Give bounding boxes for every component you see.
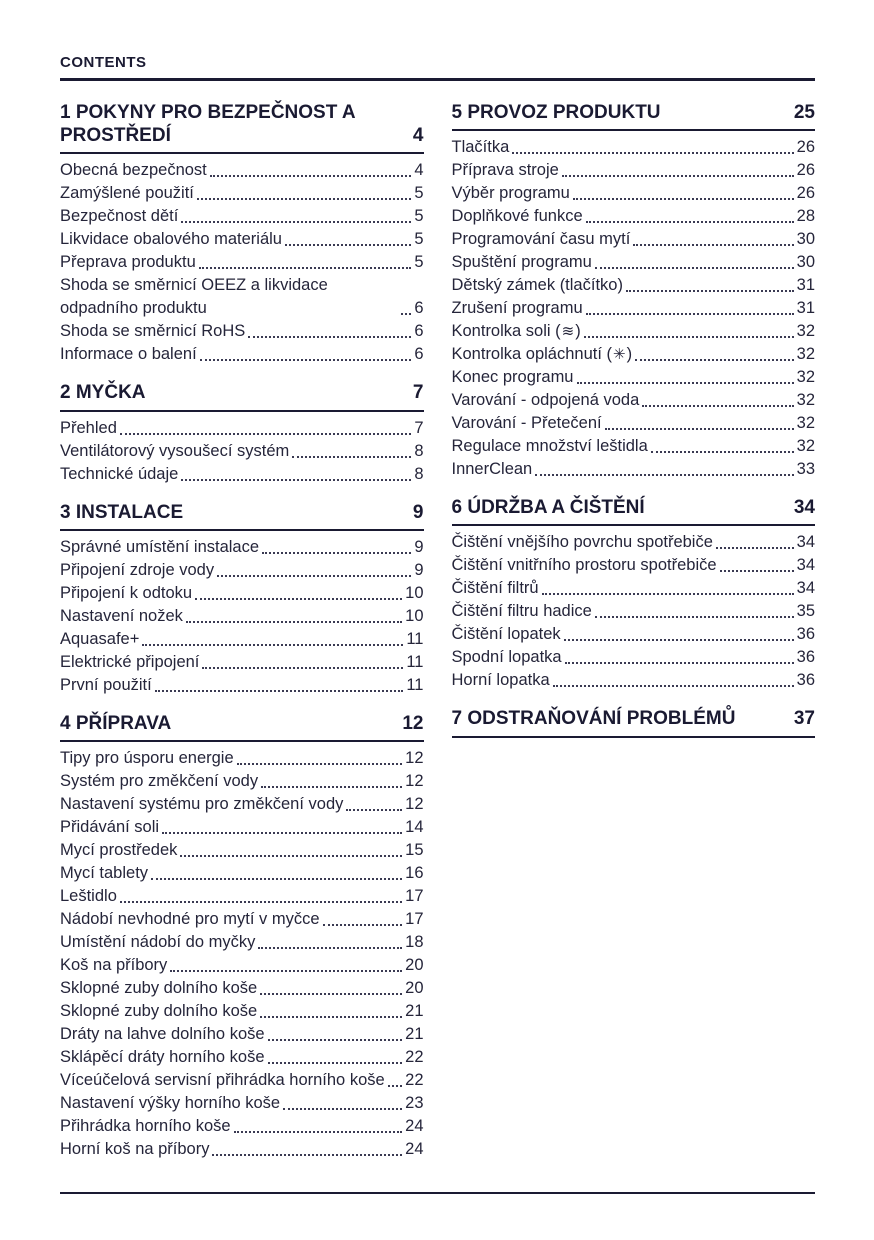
toc-entry (452, 646, 816, 669)
dot-leader (586, 221, 794, 223)
toc-entry (452, 136, 816, 159)
rinse-aid-indicator-icon: ✳ (613, 346, 626, 364)
entry-title: Informace o balení (60, 345, 197, 364)
dot-leader (180, 855, 402, 857)
dot-leader (181, 221, 411, 223)
entry-title: Doplňkové funkce (451, 207, 583, 226)
entry-title: Ventilátorový vysoušecí systém (60, 441, 290, 460)
dot-leader (181, 479, 411, 481)
toc-columns (60, 101, 815, 1176)
entry-page-number: 35 (796, 602, 815, 621)
entry-title: Zrušení programu (451, 299, 583, 318)
bottom-rule (60, 1192, 815, 1194)
toc-entry (60, 908, 424, 931)
entry-page-number: 26 (796, 138, 815, 157)
toc-entry (60, 1092, 424, 1115)
entry-page-number: 5 (414, 184, 424, 203)
toc-entry (60, 954, 424, 977)
toc-entry (452, 297, 816, 320)
section-header (452, 101, 816, 131)
entry-page-number: 36 (796, 648, 815, 667)
entry-page-number: 5 (414, 230, 424, 249)
toc-entry (60, 793, 424, 816)
entry-page-number: 8 (414, 464, 424, 483)
toc-entry (452, 159, 816, 182)
dot-leader (323, 924, 403, 926)
toc-section-1 (60, 101, 424, 366)
dot-leader (651, 451, 794, 453)
entry-page-number: 34 (796, 579, 815, 598)
section-page-number: 9 (412, 501, 424, 523)
dot-leader (162, 832, 402, 834)
toc-entry (60, 463, 424, 486)
entry-page-number: 33 (796, 460, 815, 479)
entry-title: Mycí prostředek (60, 840, 178, 859)
toc-entry (60, 816, 424, 839)
entry-title: Mycí tablety (60, 863, 149, 882)
dot-leader (142, 644, 403, 646)
dot-leader (542, 593, 794, 595)
section-title: 2 MYČKA (60, 382, 146, 404)
dot-leader (199, 267, 412, 269)
entry-title: Dětský zámek (tlačítko) (451, 276, 623, 295)
dot-leader (258, 947, 402, 949)
entry-title: Přehled (60, 418, 117, 437)
entry-page-number: 6 (414, 345, 424, 364)
toc-entry (60, 582, 424, 605)
entry-title: Bezpečnost dětí (60, 207, 179, 226)
entry-page-number: 5 (414, 253, 424, 272)
dot-leader (202, 667, 403, 669)
toc-entry (452, 205, 816, 228)
toc-entry (60, 770, 424, 793)
entry-page-number: 9 (414, 537, 424, 556)
entry-page-number: 34 (796, 556, 815, 575)
dot-leader (151, 878, 402, 880)
toc-entry (60, 251, 424, 274)
toc-entry (452, 251, 816, 274)
entry-page-number: 24 (405, 1139, 424, 1158)
section-header (452, 707, 816, 737)
toc-entry (60, 1069, 424, 1092)
dot-leader (260, 1016, 402, 1018)
entry-page-number: 31 (796, 276, 815, 295)
dot-leader (260, 993, 402, 995)
toc-entries (60, 536, 424, 697)
toc-entry (60, 977, 424, 1000)
entry-page-number: 10 (405, 606, 424, 625)
entry-title: Nastavení systému pro změkčení vody (60, 794, 344, 813)
toc-entry (452, 274, 816, 297)
entry-page-number: 14 (405, 817, 424, 836)
dot-leader (553, 685, 794, 687)
entry-title: Kontrolka opláchnutí (✳) (452, 343, 633, 366)
entry-title: Tlačítka (451, 138, 510, 157)
entry-title: Horní koš na příbory (60, 1139, 210, 1158)
toc-entry (452, 228, 816, 251)
dot-leader (120, 433, 411, 435)
entry-page-number: 12 (405, 748, 424, 767)
entry-page-number: 4 (414, 161, 424, 180)
toc-entry (452, 412, 816, 435)
section-title: 4 PŘÍPRAVA (60, 712, 172, 734)
entry-title: Nastavení výšky horního koše (60, 1093, 281, 1112)
entry-title: Koš na příbory (60, 955, 168, 974)
dot-leader (186, 621, 402, 623)
entry-page-number: 11 (406, 675, 424, 694)
entry-title: Nádobí nevhodné pro mytí v myčce (60, 909, 320, 928)
section-header (60, 712, 424, 742)
section-header (60, 381, 424, 411)
toc-entry (452, 554, 816, 577)
dot-leader (626, 290, 794, 292)
entry-title: Správné umístění instalace (60, 537, 260, 556)
toc-entry (60, 651, 424, 674)
entry-page-number: 24 (405, 1116, 424, 1135)
entry-page-number: 7 (414, 418, 424, 437)
dot-leader (595, 616, 794, 618)
section-page-number: 12 (402, 712, 424, 734)
toc-entry (60, 1046, 424, 1069)
dot-leader (234, 1131, 403, 1133)
toc-entry (60, 885, 424, 908)
entry-title: Nastavení nožek (60, 606, 183, 625)
toc-entry (60, 605, 424, 628)
toc-entry (60, 862, 424, 885)
entry-page-number: 32 (796, 322, 815, 341)
section-page-number: 7 (412, 382, 424, 404)
dot-leader (633, 244, 793, 246)
toc-column-left (60, 101, 424, 1176)
entry-page-number: 8 (414, 441, 424, 460)
dot-leader (210, 175, 412, 177)
toc-column-right (452, 101, 816, 753)
entry-page-number: 20 (405, 955, 424, 974)
entry-title: InnerClean (451, 460, 533, 479)
dot-leader (586, 313, 794, 315)
entry-title: Konec programu (451, 368, 574, 387)
toc-entry (452, 623, 816, 646)
entry-title: Čištění vnějšího povrchu spotřebiče (451, 533, 713, 552)
entry-title: Čištění filtrů (451, 579, 539, 598)
dot-leader (283, 1108, 402, 1110)
entry-page-number: 32 (796, 437, 815, 456)
toc-entry (452, 343, 816, 366)
toc-entry (60, 1023, 424, 1046)
toc-entry (60, 536, 424, 559)
toc-section-7 (452, 707, 816, 737)
entry-title: Sklopné zuby dolního koše (60, 1001, 258, 1020)
toc-entry (60, 559, 424, 582)
entry-title: Víceúčelová servisní přihrádka horního koše (60, 1070, 385, 1089)
salt-indicator-icon: ≋ (561, 323, 575, 341)
dot-leader (565, 662, 794, 664)
toc-entries (452, 531, 816, 692)
section-header (60, 501, 424, 531)
toc-entries (60, 159, 424, 366)
toc-entry (452, 669, 816, 692)
entry-page-number: 9 (414, 560, 424, 579)
dot-leader (197, 198, 411, 200)
entry-title: Čištění lopatek (451, 625, 561, 644)
toc-entries (60, 417, 424, 486)
entry-page-number: 26 (796, 161, 815, 180)
entry-page-number: 34 (796, 533, 815, 552)
dot-leader (292, 456, 411, 458)
entry-title: Horní lopatka (451, 671, 550, 690)
entry-title: Spodní lopatka (451, 648, 562, 667)
entry-page-number: 12 (405, 794, 424, 813)
entry-page-number: 32 (796, 391, 815, 410)
section-title: 6 ÚDRŽBA A ČIŠTĚNÍ (451, 497, 645, 519)
toc-entries (452, 136, 816, 481)
dot-leader (595, 267, 794, 269)
toc-entry (60, 839, 424, 862)
entry-title: Obecná bezpečnost (60, 161, 207, 180)
dot-leader (237, 763, 402, 765)
entry-page-number: 28 (796, 207, 815, 226)
entry-page-number: 6 (414, 299, 424, 318)
toc-entry (60, 274, 424, 320)
toc-section-4 (60, 712, 424, 1161)
toc-entry (60, 159, 424, 182)
entry-title: Tipy pro úsporu energie (60, 748, 234, 767)
entry-page-number: 36 (796, 625, 815, 644)
entry-page-number: 21 (405, 1001, 424, 1020)
entry-page-number: 10 (405, 583, 424, 602)
entry-title: Zamýšlené použití (60, 184, 194, 203)
entry-title: Připojení k odtoku (60, 583, 193, 602)
dot-leader (261, 786, 402, 788)
entry-page-number: 11 (406, 629, 424, 648)
entry-title: Programování času mytí (451, 230, 631, 249)
section-header (452, 496, 816, 526)
section-page-number: 34 (793, 497, 815, 519)
entry-page-number: 32 (796, 368, 815, 387)
entry-page-number: 6 (414, 322, 424, 341)
section-title: 1 POKYNY PRO BEZPEČNOST A PROSTŘEDÍ (60, 102, 355, 147)
toc-entry (60, 320, 424, 343)
toc-entry (60, 1115, 424, 1138)
entry-page-number: 30 (796, 253, 815, 272)
dot-leader (584, 336, 794, 338)
section-page-number: 4 (412, 125, 424, 147)
entry-page-number: 32 (796, 345, 815, 364)
entry-page-number: 21 (405, 1024, 424, 1043)
entry-page-number: 30 (796, 230, 815, 249)
dot-leader (268, 1062, 403, 1064)
entry-page-number: 32 (796, 414, 815, 433)
entry-title: Elektrické připojení (60, 652, 200, 671)
toc-section-6 (452, 496, 816, 692)
entry-title: Varování - Přetečení (451, 414, 602, 433)
toc-entry (452, 458, 816, 481)
dot-leader (195, 598, 402, 600)
entry-title: Výběr programu (451, 184, 570, 203)
toc-entry (452, 577, 816, 600)
entry-title: Připojení zdroje vody (60, 560, 215, 579)
entry-title: Sklápěcí dráty horního koše (60, 1047, 265, 1066)
dot-leader (170, 970, 402, 972)
entry-title: Přeprava produktu (60, 253, 196, 272)
dot-leader (346, 809, 402, 811)
entry-title: První použití (60, 675, 152, 694)
section-title: 7 ODSTRAŇOVÁNÍ PROBLÉMŮ (451, 708, 736, 730)
entry-page-number: 23 (405, 1093, 424, 1112)
dot-leader (577, 382, 794, 384)
toc-entry (60, 628, 424, 651)
dot-leader (562, 175, 794, 177)
toc-entry (452, 182, 816, 205)
toc-entry (60, 440, 424, 463)
entry-title: Umístění nádobí do myčky (60, 932, 256, 951)
dot-leader (716, 547, 794, 549)
section-header (60, 101, 424, 154)
dot-leader (212, 1154, 402, 1156)
entry-page-number: 11 (406, 652, 424, 671)
toc-section-3 (60, 501, 424, 697)
entry-page-number: 16 (405, 863, 424, 882)
dot-leader (200, 359, 412, 361)
dot-leader (248, 336, 411, 338)
dot-leader (512, 152, 793, 154)
toc-entry (452, 320, 816, 343)
dot-leader (642, 405, 793, 407)
dot-leader (268, 1039, 403, 1041)
toc-entry (60, 747, 424, 770)
toc-entry (60, 1138, 424, 1161)
entry-title: Dráty na lahve dolního koše (60, 1024, 265, 1043)
entry-page-number: 18 (405, 932, 424, 951)
toc-entry (452, 435, 816, 458)
toc-section-5 (452, 101, 816, 481)
toc-entry (60, 931, 424, 954)
toc-entry (452, 389, 816, 412)
entry-title: Sklopné zuby dolního koše (60, 978, 258, 997)
entry-page-number: 22 (405, 1047, 424, 1066)
entry-page-number: 22 (405, 1070, 424, 1089)
entry-page-number: 26 (796, 184, 815, 203)
entry-title: Varování - odpojená voda (451, 391, 640, 410)
toc-entry (60, 343, 424, 366)
entry-title: Shoda se směrnicí RoHS (60, 322, 246, 341)
dot-leader (605, 428, 794, 430)
entry-title: Čištění filtru hadice (451, 602, 592, 621)
entry-page-number: 5 (414, 207, 424, 226)
entry-title: Čištění vnitřního prostoru spotřebiče (451, 556, 717, 575)
toc-entries (60, 747, 424, 1161)
entry-title: Kontrolka soli (≋) (452, 320, 581, 343)
dot-leader (217, 575, 411, 577)
dot-leader (120, 901, 402, 903)
section-page-number: 37 (793, 708, 815, 730)
toc-entry (60, 674, 424, 697)
entry-page-number: 15 (405, 840, 424, 859)
entry-title: Příprava stroje (451, 161, 559, 180)
dot-leader (388, 1085, 402, 1087)
entry-page-number: 17 (405, 886, 424, 905)
toc-section-2 (60, 381, 424, 485)
entry-title: Shoda se směrnicí OEEZ a likvidace odpadního produktu (60, 276, 328, 318)
toc-entry (60, 182, 424, 205)
dot-leader (720, 570, 794, 572)
entry-page-number: 12 (405, 771, 424, 790)
dot-leader (285, 244, 411, 246)
dot-leader (635, 359, 794, 361)
toc-entry (452, 600, 816, 623)
entry-page-number: 17 (405, 909, 424, 928)
dot-leader (155, 690, 404, 692)
toc-entry (60, 228, 424, 251)
entry-title: Přidávání soli (60, 817, 160, 836)
entry-page-number: 36 (796, 671, 815, 690)
section-page-number: 25 (793, 102, 815, 123)
section-title: 3 INSTALACE (60, 501, 184, 523)
entry-title: Technické údaje (60, 464, 179, 483)
entry-title: Přihrádka horního koše (60, 1116, 231, 1135)
entry-title: Aquasafe+ (60, 629, 140, 648)
entry-title: Spuštění programu (451, 253, 592, 272)
toc-entry (452, 366, 816, 389)
entry-page-number: 20 (405, 978, 424, 997)
toc-entry (60, 417, 424, 440)
section-title: 5 PROVOZ PRODUKTU (451, 102, 661, 123)
dot-leader (535, 474, 793, 476)
toc-entry (60, 1000, 424, 1023)
dot-leader (573, 198, 794, 200)
entry-page-number: 31 (796, 299, 815, 318)
dot-leader (564, 639, 794, 641)
toc-entry (60, 205, 424, 228)
entry-title: Likvidace obalového materiálu (60, 230, 282, 249)
entry-title: Leštidlo (60, 886, 117, 905)
toc-entry (452, 531, 816, 554)
dot-leader (262, 552, 411, 554)
entry-title: Regulace množství leštidla (451, 437, 648, 456)
dot-leader (401, 313, 411, 315)
contents-heading: CONTENTS (60, 54, 815, 81)
entry-title: Systém pro změkčení vody (60, 771, 259, 790)
